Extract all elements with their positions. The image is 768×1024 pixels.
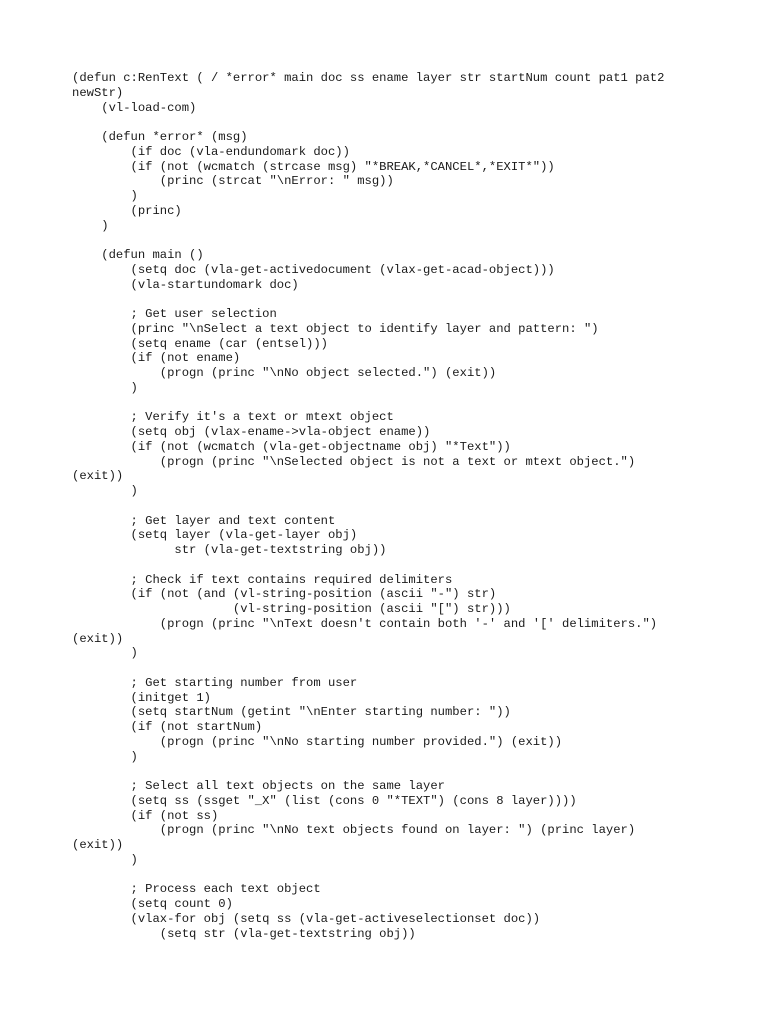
code-line: (setq obj (vlax-ename->vla-object ename)) — [72, 425, 431, 439]
code-block — [72, 71, 712, 941]
code-line: ; Get starting number from user — [72, 675, 358, 690]
code-line — [72, 292, 712, 307]
code-line: (if (not startNum) — [72, 720, 263, 734]
code-line: (setq str (vla-get-textstring obj)) — [72, 926, 416, 941]
code-line: (if (not (wcmatch (strcase msg) "*BREAK,*CANCEL*,*EXIT*")) — [72, 159, 555, 174]
code-line: ) — [72, 380, 138, 395]
code-line: newStr) — [72, 85, 124, 100]
code-line: (exit)) — [72, 838, 124, 852]
code-line: (progn (princ "\nNo object selected.") (exit)) — [72, 366, 497, 380]
code-line: (princ) — [72, 203, 182, 218]
code-line: ; Process each text object — [72, 882, 321, 897]
code-line: ; Get user selection — [72, 307, 277, 321]
code-line: (princ "\nSelect a text object to identify layer and pattern: ") — [72, 321, 599, 336]
code-line: (vl-string-position (ascii "[") str))) — [72, 602, 511, 616]
code-line — [72, 868, 712, 883]
code-line: ) — [72, 646, 138, 661]
code-line — [72, 661, 712, 676]
code-line — [72, 764, 712, 779]
code-line: ) — [72, 218, 109, 233]
code-line: (defun main () — [72, 248, 204, 262]
code-line: (vlax-for obj (setq ss (vla-get-activeselectionset doc)) — [72, 911, 541, 926]
code-line: ; Verify it's a text or mtext object — [72, 410, 394, 425]
code-line: str (vla-get-textstring obj)) — [72, 543, 387, 557]
code-line: (if (not ss) — [72, 808, 219, 823]
code-line — [72, 499, 712, 514]
code-line — [72, 233, 712, 248]
code-line: (exit)) — [72, 631, 124, 646]
code-line: ) — [72, 484, 138, 498]
code-line: (exit)) — [72, 469, 124, 484]
code-line: (setq startNum (getint "\nEnter starting number: ")) — [72, 705, 511, 720]
code-line: (setq ename (car (entsel))) — [72, 336, 328, 351]
code-line: (if (not ename) — [72, 351, 241, 366]
code-line: (setq doc (vla-get-activedocument (vlax-get-acad-object))) — [72, 262, 555, 277]
code-line: (progn (princ "\nNo text objects found on layer: ") (princ layer) — [72, 823, 636, 838]
code-line: ) — [72, 852, 138, 867]
code-line: ) — [72, 749, 138, 764]
code-line: ) — [72, 189, 138, 203]
code-line — [72, 115, 712, 130]
code-line: (setq layer (vla-get-layer obj) — [72, 528, 358, 543]
code-line: (if doc (vla-endundomark doc)) — [72, 144, 350, 159]
code-line: (vla-startundomark doc) — [72, 277, 299, 292]
code-line: (initget 1) — [72, 690, 211, 705]
code-line — [72, 396, 712, 411]
code-line: ; Select all text objects on the same layer — [72, 779, 445, 793]
code-line: (setq ss (ssget "_X" (list (cons 0 "*TEXT") (cons 8 layer)))) — [72, 793, 577, 808]
code-line: (princ (strcat "\nError: " msg)) — [72, 174, 394, 189]
code-line: (setq count 0) — [72, 897, 233, 911]
code-line: ; Check if text contains required delimiters — [72, 572, 453, 587]
code-line: (if (not (and (vl-string-position (ascii "-") str) — [72, 587, 497, 602]
code-line: ; Get layer and text content — [72, 513, 336, 528]
code-line: (progn (princ "\nText doesn't contain both '-' and '[' delimiters.") — [72, 616, 658, 631]
code-line: (progn (princ "\nNo starting number provided.") (exit)) — [72, 734, 563, 749]
code-line: (vl-load-com) — [72, 100, 197, 115]
code-line — [72, 558, 712, 573]
code-line: (defun c:RenText ( / *error* main doc ss ename layer str startNum count pat1 pat2 — [72, 71, 665, 85]
code-line: (progn (princ "\nSelected object is not a text or mtext object.") — [72, 454, 636, 469]
code-line: (defun *error* (msg) — [72, 130, 248, 144]
code-line: (if (not (wcmatch (vla-get-objectname obj) "*Text")) — [72, 439, 511, 454]
